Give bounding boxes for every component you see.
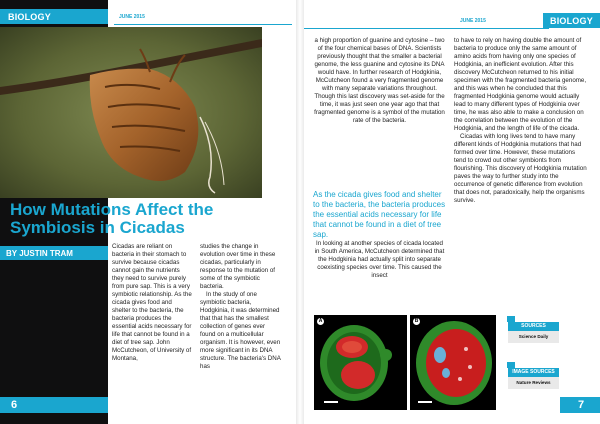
article-title	[10, 201, 290, 237]
body-column-3-top: a high proportion of guanine and cytosine – two of the four chemical bases of DNA. Scientists previously thought that the smaller a bacterial genome, the less guanine and cytosine its DNA would have. In further research of Hodgkinia, McCutcheon found a very fragmented genome with many separate variations throughout. Though this last discovery was set-aside for the time, it was just seen one year ago that that fragmented genome is a symbol of the mutation rate of the bacteria.	[314, 37, 445, 124]
micrograph-b	[410, 315, 496, 410]
sources-value: Science Daily	[508, 331, 559, 343]
byline: BY JUSTIN TRAM	[0, 246, 108, 260]
page-number-right: 7	[578, 399, 585, 411]
col2-paragraph-1: studies the change in evolution over time in these cicadas, particularly in response to the mutation of some of the symbiotic bacteria.	[200, 243, 276, 290]
body-column-4	[454, 37, 588, 205]
page-gutter	[296, 0, 304, 424]
section-tag-right: BIOLOGY	[543, 13, 600, 28]
sources-icon	[507, 316, 515, 322]
sources-box	[508, 322, 559, 343]
header-rule-right	[304, 28, 549, 29]
col4-paragraph-1: to have to rely on having double the amount of bacteria to produce only the same amount of amino acids from having only one species of Hodgkinia, an inefficient evolution. After this discovery McCutcheon returned to his initial specimen with the fragmented bacteria genome, and this was when he concluded that this fragmented Hodgkinia genome would actually lead to many different types of Hodgkinia over time, he was also able to make a conclusion on the correlation between the evolution of the Hodgkinia, and the length of life of the cicada.	[454, 37, 587, 132]
title-line-2: Symbiosis in Cicadas	[10, 218, 185, 237]
image-sources-value: Nature Reviews	[508, 377, 559, 389]
panel-label-a: A	[318, 318, 323, 324]
panel-label-b: B	[414, 318, 419, 324]
image-sources-box	[508, 368, 559, 389]
body-column-1: Cicadas are reliant on bacteria in their stomach to survive because cicadas cannot gain the nutrients they need to survive purely from pure sap. This is a very symbiotic relationship. As the cicada gives food and shelter to the bacteria, the bacteria produces the essential acids necessary for life that cannot be found in a diet of tree sap. John McCutcheon, of University of Montana,	[112, 243, 192, 362]
page-number-left: 6	[11, 399, 18, 411]
image-sources-icon	[507, 362, 515, 368]
body-column-2	[200, 243, 282, 371]
section-tag-left: BIOLOGY	[0, 9, 108, 24]
cicada-photo	[0, 27, 262, 198]
pull-quote: As the cicada gives food and shelter to the bacteria, the bacteria produces the essential acids necessary for life that cannot be found in a diet of tree sap.	[313, 190, 446, 239]
issue-date-right: JUNE 2015	[457, 17, 489, 25]
header-rule-left	[114, 24, 292, 25]
col2-paragraph-2: In the study of one symbiotic bacteria, Hodgkinia, it was determined that that has the smallest collection of genes ever found on a multicellular organism. It is however, even more significant in its DNA structure. The bacteria's DNA has	[200, 291, 281, 370]
sources-label: SOURCES	[508, 322, 559, 331]
issue-date-left: JUNE 2015	[116, 13, 148, 21]
image-sources-label: IMAGE SOURCES	[508, 368, 559, 377]
micrograph-b-image	[410, 315, 496, 410]
body-column-3-bottom: In looking at another species of cicada located in South America, McCutcheon determined that the Hodgkinia had actually split into separate coexisting species over time. This caused the insect	[314, 240, 445, 279]
title-line-1: How Mutations Affect the	[10, 200, 214, 219]
micrograph-a-image	[314, 315, 407, 410]
col4-paragraph-2: Cicadas with long lives tend to have many different kinds of Hodgkinia mutations that had formed over time. However, these mutations tend to crowd out other symbionts from flourishing. This discovery of Hodgkinia mutation paves the way to further study into the occurrence of genetic difference from evolution that does not, paradoxically, help the organisms survive.	[454, 133, 587, 204]
micrograph-a	[314, 315, 407, 410]
